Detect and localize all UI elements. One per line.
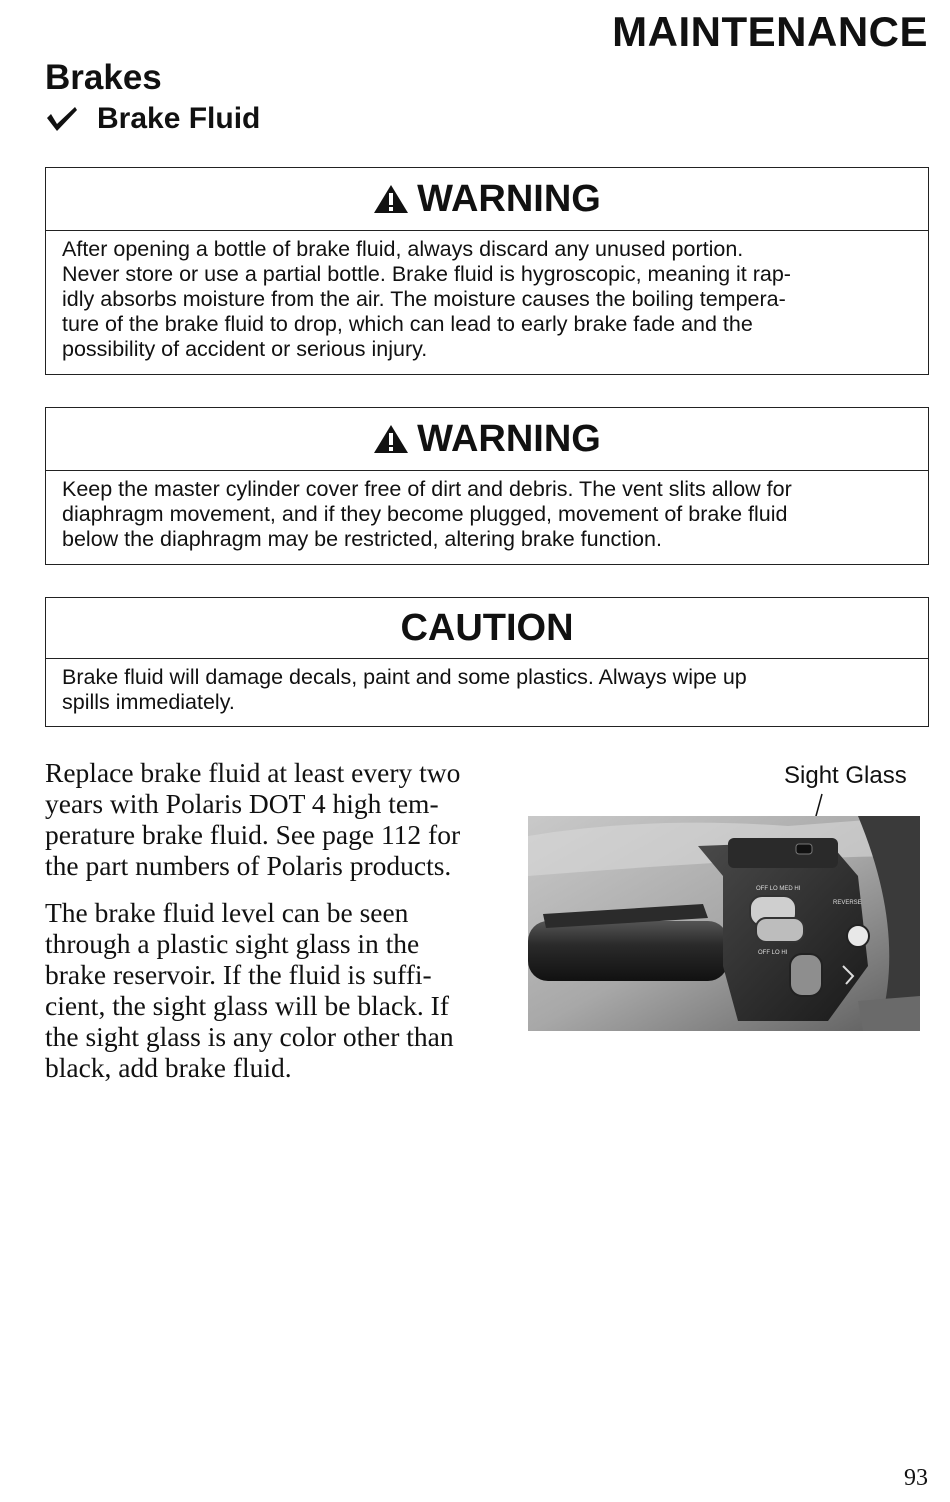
caution-box	[45, 597, 929, 727]
handlebar-illustration	[528, 816, 920, 1031]
text-line: After opening a bottle of brake fluid, always discard any unused portion.	[62, 237, 744, 261]
text-line: perature brake fluid. See page 112 for	[45, 819, 461, 850]
text-line: brake reservoir. If the fluid is suffi-	[45, 959, 432, 990]
warning-box	[45, 167, 929, 375]
warning-header	[46, 408, 928, 471]
text-line: the part numbers of Polaris products.	[45, 850, 452, 881]
checkmark-icon	[45, 104, 79, 134]
warning-header	[46, 168, 928, 231]
subheading-label: Brake Fluid	[97, 102, 261, 135]
text-line: through a plastic sight glass in the	[45, 928, 420, 959]
paragraph	[45, 897, 515, 1083]
text-line: ture of the brake fluid to drop, which can lead to early brake fade and the	[62, 312, 753, 336]
warning-title: WARNING	[417, 177, 601, 220]
warning-title: WARNING	[417, 417, 601, 460]
warning-triangle-icon	[373, 424, 409, 454]
page-title: Brakes	[45, 58, 162, 97]
photo-switch-label: REVERSE	[833, 900, 862, 906]
page-number: 93	[904, 1465, 928, 1491]
text-line: black, add brake fluid.	[45, 1052, 292, 1083]
text-line: years with Polaris DOT 4 high tem-	[45, 788, 439, 819]
text-line: possibility of accident or serious injury.	[62, 337, 428, 361]
text-line: below the diaphragm may be restricted, altering brake function.	[62, 527, 662, 551]
photo-switch-label: OFF LO MED HI	[756, 886, 801, 892]
warning-text	[46, 231, 928, 362]
warning-box	[45, 407, 929, 565]
warning-triangle-icon	[373, 184, 409, 214]
text-line: Brake fluid will damage decals, paint and some plastics. Always wipe up	[62, 665, 747, 689]
caution-title: CAUTION	[400, 606, 574, 649]
text-line: the sight glass is any color other than	[45, 1021, 454, 1052]
text-line: Keep the master cylinder cover free of dirt and debris. The vent slits allow for	[62, 477, 792, 501]
caution-text	[46, 659, 928, 715]
caution-header	[46, 598, 928, 659]
text-line: The brake fluid level can be seen	[45, 897, 409, 928]
text-line: idly absorbs moisture from the air. The moisture causes the boiling tempera-	[62, 287, 786, 311]
handlebar-photo	[528, 816, 920, 1031]
subheading	[45, 102, 260, 136]
warning-text	[46, 471, 928, 552]
text-line: diaphragm movement, and if they become plugged, movement of brake fluid	[62, 502, 788, 526]
text-line: cient, the sight glass will be black. If	[45, 990, 450, 1021]
section-header: MAINTENANCE	[612, 8, 928, 55]
text-line: Never store or use a partial bottle. Brake fluid is hygroscopic, meaning it rap-	[62, 262, 791, 286]
photo-switch-label: OFF LO HI	[758, 950, 788, 956]
text-line: spills immediately.	[62, 690, 235, 714]
text-line: Replace brake fluid at least every two	[45, 757, 461, 788]
body-text	[45, 757, 515, 1099]
figure-label: Sight Glass	[784, 762, 907, 789]
paragraph	[45, 757, 515, 881]
